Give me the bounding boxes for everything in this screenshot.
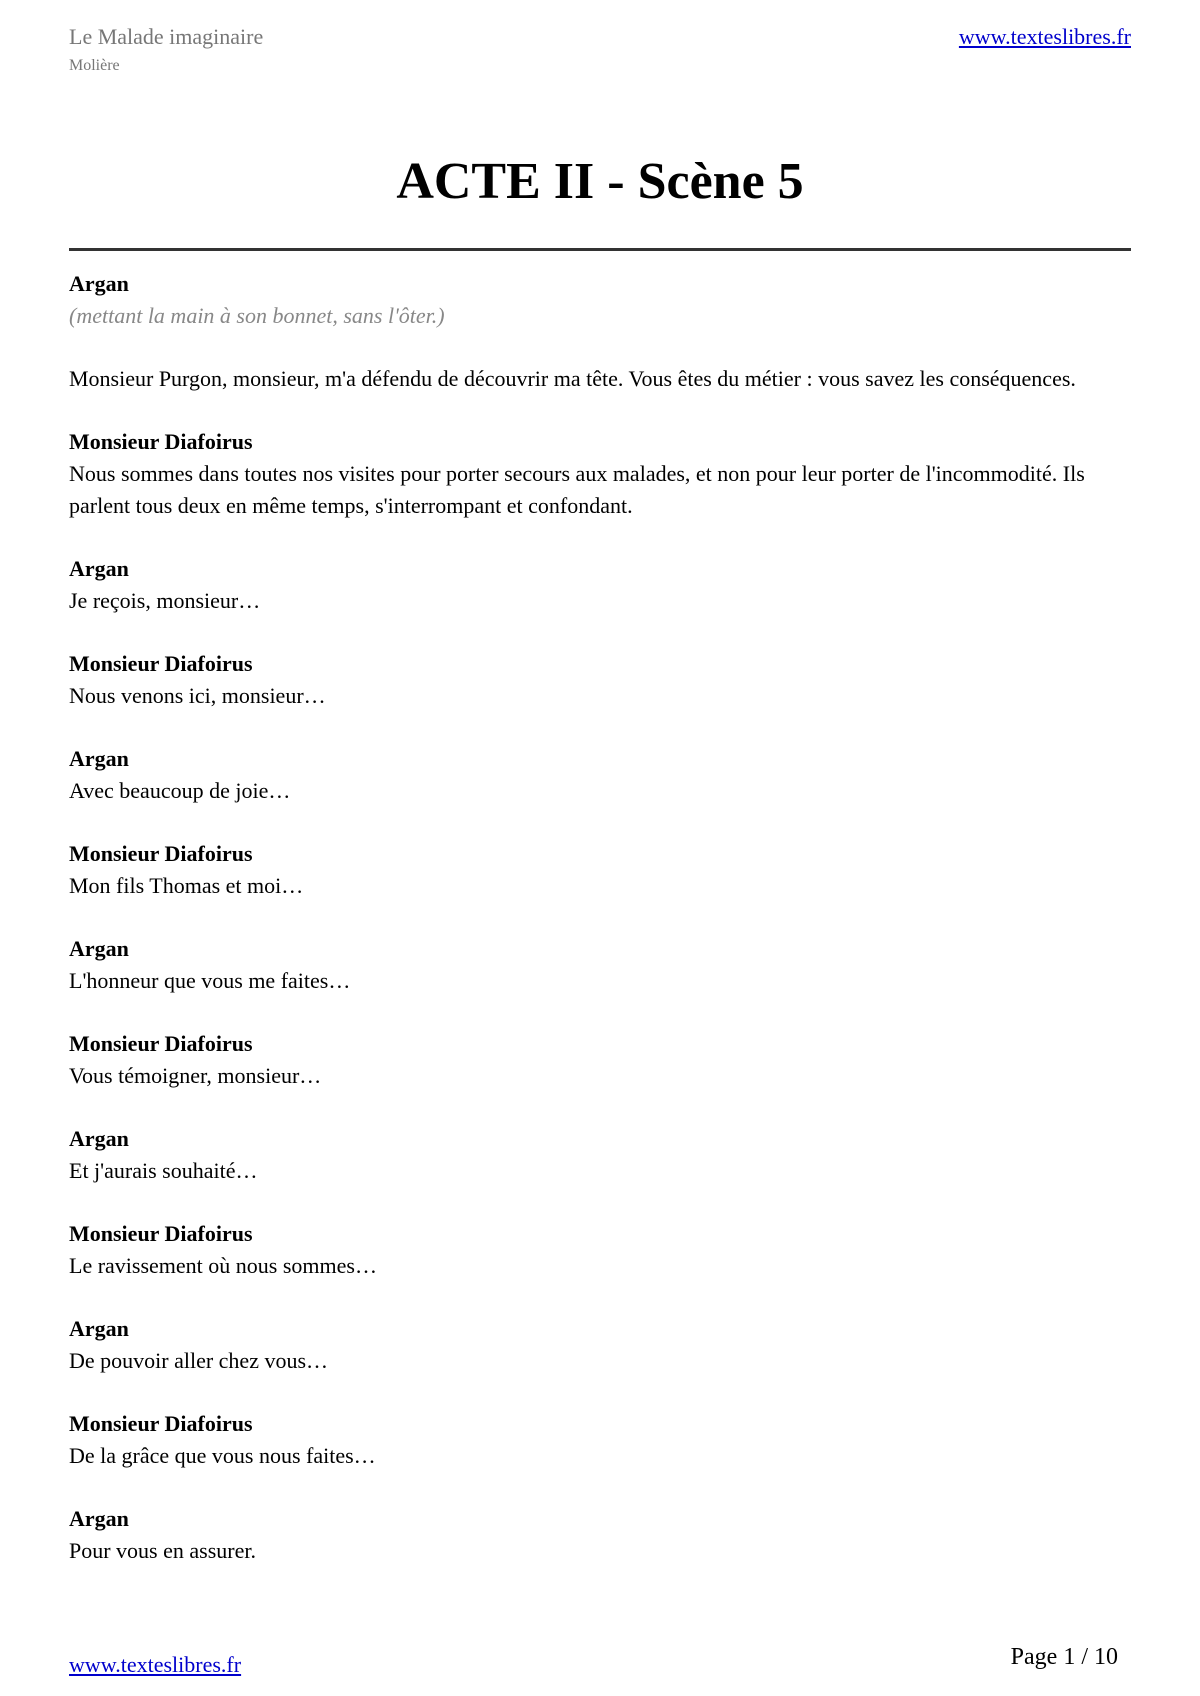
speaker-name: Argan: [69, 1126, 129, 1151]
speaker-name: Monsieur Diafoirus: [69, 1221, 253, 1246]
dialogue-line: Nous venons ici, monsieur…: [69, 683, 326, 708]
page-header: [69, 22, 1131, 82]
speaker-name: Argan: [69, 746, 129, 771]
dialogue-line: L'honneur que vous me faites…: [69, 968, 351, 993]
speaker-name: Monsieur Diafoirus: [69, 1031, 253, 1056]
dialogue-line: Mon fils Thomas et moi…: [69, 873, 304, 898]
speaker-name: Monsieur Diafoirus: [69, 651, 253, 676]
speaker-name: Argan: [69, 936, 129, 961]
speaker-name: Monsieur Diafoirus: [69, 841, 253, 866]
dialogue-block: [69, 268, 1131, 395]
dialogue-block: [69, 1123, 1131, 1187]
dialogue-block: [69, 1408, 1131, 1472]
speaker-name: Monsieur Diafoirus: [69, 429, 253, 454]
dialogue-line: Et j'aurais souhaité…: [69, 1158, 258, 1183]
dialogue-content: [69, 268, 1131, 1598]
dialogue-line: Nous sommes dans toutes nos visites pour porter secours aux malades, et non pour leur porter de l'incommodité. Ils parlent tous deux en même temps, s'interrompant et confondant.: [69, 461, 1085, 518]
dialogue-block: [69, 743, 1131, 807]
speaker-name: Argan: [69, 271, 129, 296]
dialogue-block: [69, 1218, 1131, 1282]
dialogue-line: Le ravissement où nous sommes…: [69, 1253, 377, 1278]
dialogue-line: De la grâce que vous nous faites…: [69, 1443, 376, 1468]
speaker-name: Argan: [69, 1506, 129, 1531]
speaker-name: Argan: [69, 556, 129, 581]
dialogue-block: [69, 838, 1131, 902]
header-author: Molière: [69, 57, 120, 74]
dialogue-block: [69, 553, 1131, 617]
dialogue-block: [69, 933, 1131, 997]
speaker-name: Argan: [69, 1316, 129, 1341]
dialogue-line: Pour vous en assurer.: [69, 1538, 256, 1563]
dialogue-block: [69, 1028, 1131, 1092]
dialogue-line: Vous témoigner, monsieur…: [69, 1063, 322, 1088]
dialogue-line: De pouvoir aller chez vous…: [69, 1348, 329, 1373]
dialogue-block: [69, 426, 1131, 522]
speaker-name: Monsieur Diafoirus: [69, 1411, 253, 1436]
dialogue-block: [69, 1313, 1131, 1377]
dialogue-line: Je reçois, monsieur…: [69, 588, 261, 613]
dialogue-block: [69, 648, 1131, 712]
dialogue-block: [69, 1503, 1131, 1567]
dialogue-line: Monsieur Purgon, monsieur, m'a défendu de découvrir ma tête. Vous êtes du métier : vous savez les conséquences.: [69, 366, 1076, 391]
stage-direction: (mettant la main à son bonnet, sans l'ôter.): [69, 303, 445, 328]
header-title: Le Malade imaginaire: [69, 24, 264, 49]
header-site-link[interactable]: www.texteslibres.fr: [958, 24, 1131, 49]
page-number: Page 1 / 10: [1010, 1644, 1118, 1670]
title-divider: [69, 248, 1131, 251]
footer-site-link[interactable]: www.texteslibres.fr: [69, 1652, 242, 1677]
dialogue-line: Avec beaucoup de joie…: [69, 778, 291, 803]
page-title: ACTE II - Scène 5: [396, 153, 804, 210]
